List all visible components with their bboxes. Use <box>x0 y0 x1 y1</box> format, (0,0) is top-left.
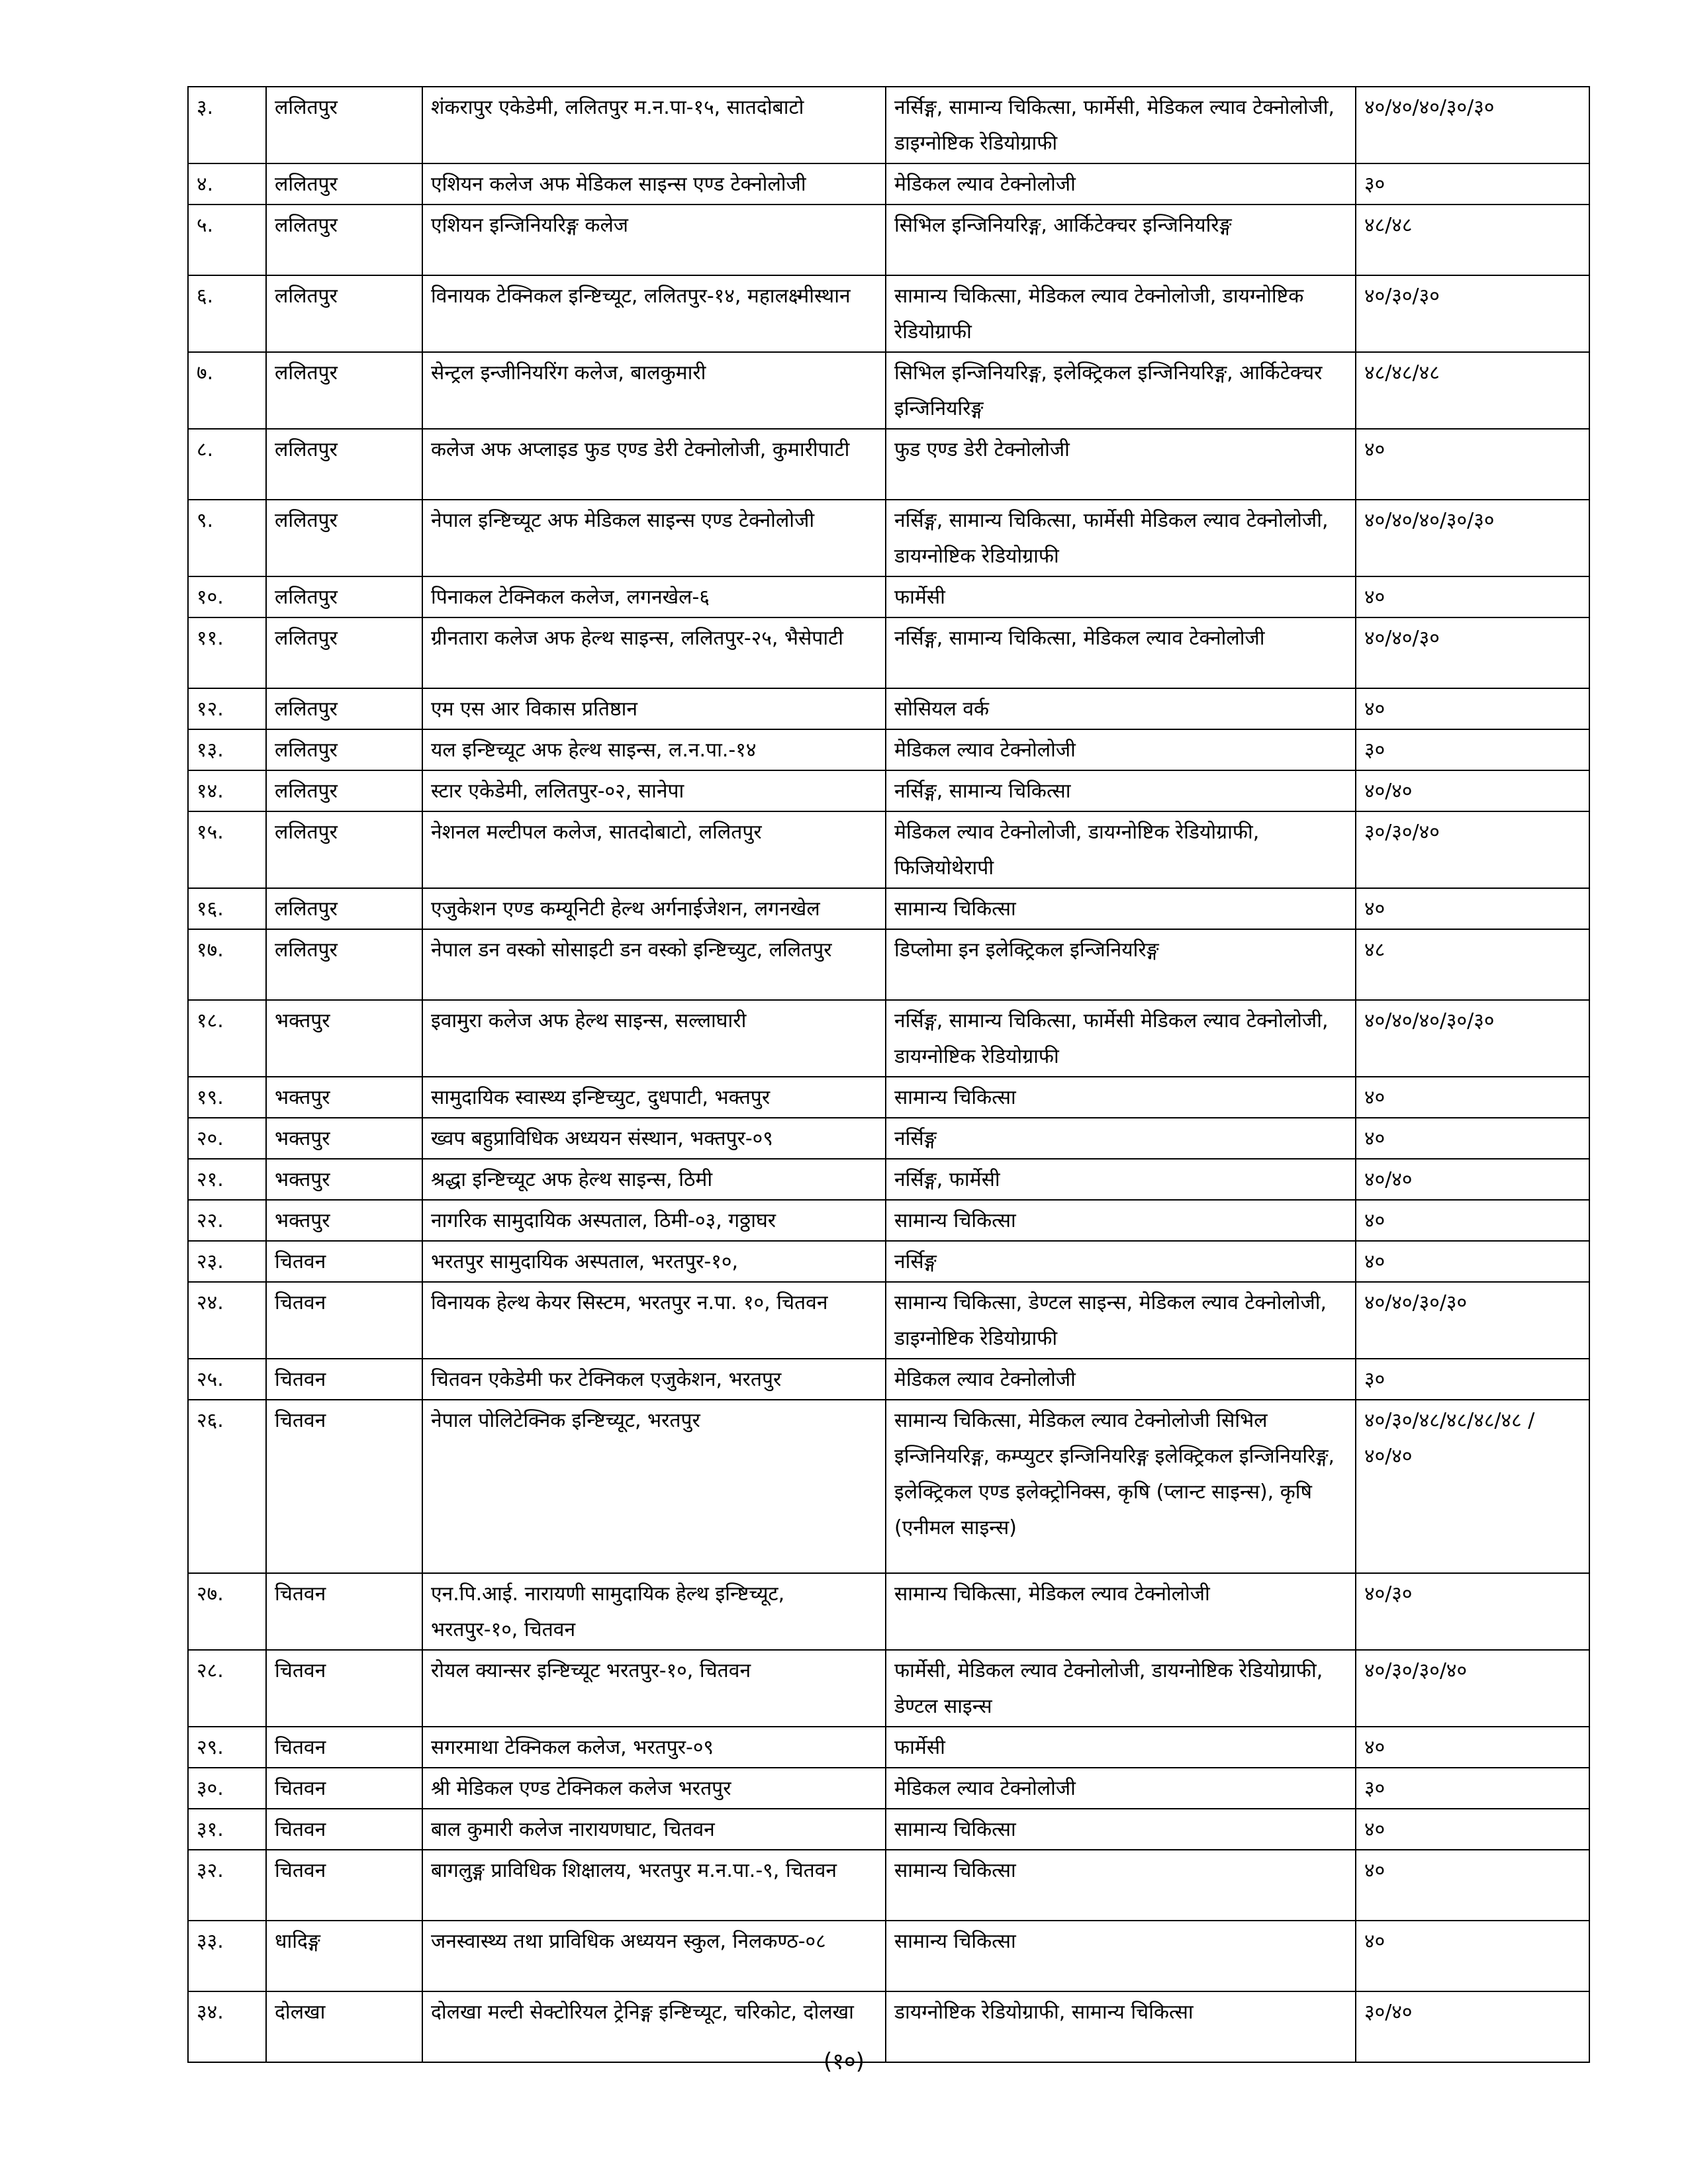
serial-number: १७. <box>188 929 266 1000</box>
programs-cell: मेडिकल ल्याव टेक्नोलोजी <box>886 1768 1356 1809</box>
table-row <box>188 87 1589 163</box>
serial-number: २३. <box>188 1241 266 1282</box>
college-name-cell: ग्रीनतारा कलेज अफ हेल्थ साइन्स, ललितपुर-२५, भैसेपाटी <box>422 617 886 688</box>
serial-number: १९. <box>188 1077 266 1118</box>
district-cell: चितवन <box>266 1809 422 1850</box>
district-cell: ललितपुर <box>266 888 422 929</box>
college-name-cell: दोलखा मल्टी सेक्टोरियल ट्रेनिङ्ग इन्ष्टिच्यूट, चरिकोट, दोलखा <box>422 1991 886 2062</box>
table-row <box>188 1400 1589 1573</box>
table-row <box>188 1809 1589 1850</box>
table-row <box>188 1282 1589 1359</box>
seats-cell: ३० <box>1356 729 1589 770</box>
table-row <box>188 1159 1589 1200</box>
programs-cell: सामान्य चिकित्सा <box>886 888 1356 929</box>
district-cell: भक्तपुर <box>266 1000 422 1077</box>
district-cell: ललितपुर <box>266 688 422 729</box>
seats-cell: ४० <box>1356 688 1589 729</box>
seats-cell: ४०/३०/३०/४० <box>1356 1650 1589 1727</box>
programs-cell: फार्मेसी, मेडिकल ल्याव टेक्नोलोजी, डायग्नोष्टिक रेडियोग्राफी, डेण्टल साइन्स <box>886 1650 1356 1727</box>
serial-number: ६. <box>188 275 266 352</box>
district-cell: ललितपुर <box>266 929 422 1000</box>
college-name-cell: चितवन एकेडेमी फर टेक्निकल एजुकेशन, भरतपुर <box>422 1359 886 1400</box>
programs-cell: नर्सिङ्ग, सामान्य चिकित्सा, फार्मेसी, मेडिकल ल्याव टेक्नोलोजी, डाइग्नोष्टिक रेडियोग्राफी <box>886 87 1356 163</box>
college-name-cell: नेपाल पोलिटेक्निक इन्ष्टिच्यूट, भरतपुर <box>422 1400 886 1573</box>
college-name-cell: सामुदायिक स्वास्थ्य इन्ष्टिच्युट, दुधपाटी, भक्तपुर <box>422 1077 886 1118</box>
programs-cell: सामान्य चिकित्सा <box>886 1921 1356 1991</box>
college-name-cell: बाल कुमारी कलेज नारायणघाट, चितवन <box>422 1809 886 1850</box>
district-cell: चितवन <box>266 1400 422 1573</box>
table-row <box>188 275 1589 352</box>
district-cell: ललितपुर <box>266 429 422 500</box>
college-name-cell: विनायक हेल्थ केयर सिस्टम, भरतपुर न.पा. १०, चितवन <box>422 1282 886 1359</box>
programs-cell: सिभिल इन्जिनियरिङ्ग, इलेक्ट्रिकल इन्जिनियरिङ्ग, आर्किटेक्चर इन्जिनियरिङ्ग <box>886 352 1356 429</box>
college-name-cell: एशियन कलेज अफ मेडिकल साइन्स एण्ड टेक्नोलोजी <box>422 163 886 205</box>
district-cell: ललितपुर <box>266 770 422 811</box>
programs-cell: डिप्लोमा इन इलेक्ट्रिकल इन्जिनियरिङ्ग <box>886 929 1356 1000</box>
seats-cell: ३० <box>1356 1768 1589 1809</box>
seats-cell: ४० <box>1356 1077 1589 1118</box>
seats-cell: ४० <box>1356 1118 1589 1159</box>
table-row <box>188 576 1589 617</box>
college-name-cell: एम एस आर विकास प्रतिष्ठान <box>422 688 886 729</box>
district-cell: ललितपुर <box>266 729 422 770</box>
college-name-cell: जनस्वास्थ्य तथा प्राविधिक अध्ययन स्कुल, निलकण्ठ-०८ <box>422 1921 886 1991</box>
institution-table <box>187 86 1590 2063</box>
table-row <box>188 205 1589 275</box>
seats-cell: ४०/४०/४०/३०/३० <box>1356 87 1589 163</box>
college-name-cell: विनायक टेक्निकल इन्ष्टिच्यूट, ललितपुर-१४, महालक्ष्मीस्थान <box>422 275 886 352</box>
table-row <box>188 1850 1589 1921</box>
table-row <box>188 929 1589 1000</box>
college-name-cell: बागलुङ्ग प्राविधिक शिक्षालय, भरतपुर म.न.पा.-९, चितवन <box>422 1850 886 1921</box>
table-row <box>188 500 1589 576</box>
programs-cell: मेडिकल ल्याव टेक्नोलोजी <box>886 1359 1356 1400</box>
seats-cell: ४० <box>1356 1850 1589 1921</box>
seats-cell: ४०/४०/४०/३०/३० <box>1356 1000 1589 1077</box>
seats-cell: ४०/४० <box>1356 770 1589 811</box>
seats-cell: ४०/४०/३०/३० <box>1356 1282 1589 1359</box>
serial-number: २९. <box>188 1727 266 1768</box>
college-name-cell: इवामुरा कलेज अफ हेल्थ साइन्स, सल्लाघारी <box>422 1000 886 1077</box>
table-row <box>188 1921 1589 1991</box>
serial-number: ८. <box>188 429 266 500</box>
college-name-cell: श्रद्धा इन्ष्टिच्यूट अफ हेल्थ साइन्स, ठिमी <box>422 1159 886 1200</box>
serial-number: २०. <box>188 1118 266 1159</box>
programs-cell: सामान्य चिकित्सा, मेडिकल ल्याव टेक्नोलोजी <box>886 1573 1356 1650</box>
serial-number: २५. <box>188 1359 266 1400</box>
table-row <box>188 1118 1589 1159</box>
college-name-cell: एशियन इन्जिनियरिङ्ग कलेज <box>422 205 886 275</box>
serial-number: ३२. <box>188 1850 266 1921</box>
district-cell: चितवन <box>266 1650 422 1727</box>
table-body <box>188 87 1589 2062</box>
serial-number: ७. <box>188 352 266 429</box>
district-cell: चितवन <box>266 1850 422 1921</box>
table-row <box>188 1727 1589 1768</box>
table-row <box>188 1573 1589 1650</box>
district-cell: धादिङ्ग <box>266 1921 422 1991</box>
table-row <box>188 163 1589 205</box>
programs-cell: सामान्य चिकित्सा <box>886 1077 1356 1118</box>
college-name-cell: एजुकेशन एण्ड कम्यूनिटी हेल्थ अर्गनाईजेशन, लगनखेल <box>422 888 886 929</box>
college-name-cell: यल इन्ष्टिच्यूट अफ हेल्थ साइन्स, ल.न.पा.-१४ <box>422 729 886 770</box>
serial-number: ११. <box>188 617 266 688</box>
programs-cell: नर्सिङ्ग, फार्मेसी <box>886 1159 1356 1200</box>
programs-cell: फार्मेसी <box>886 1727 1356 1768</box>
table-row <box>188 1650 1589 1727</box>
serial-number: ९. <box>188 500 266 576</box>
table-row <box>188 352 1589 429</box>
programs-cell: नर्सिङ्ग <box>886 1118 1356 1159</box>
seats-cell: ४० <box>1356 1727 1589 1768</box>
table-row <box>188 1077 1589 1118</box>
district-cell: ललितपुर <box>266 576 422 617</box>
serial-number: १०. <box>188 576 266 617</box>
college-name-cell: ख्वप बहुप्राविधिक अध्ययन संस्थान, भक्तपुर-०९ <box>422 1118 886 1159</box>
college-name-cell: कलेज अफ अप्लाइड फुड एण्ड डेरी टेक्नोलोजी, कुमारीपाटी <box>422 429 886 500</box>
table-row <box>188 1200 1589 1241</box>
college-name-cell: पिनाकल टेक्निकल कलेज, लगनखेल-६ <box>422 576 886 617</box>
serial-number: १४. <box>188 770 266 811</box>
college-name-cell: नागरिक सामुदायिक अस्पताल, ठिमी-०३, गठ्ठाघर <box>422 1200 886 1241</box>
serial-number: २१. <box>188 1159 266 1200</box>
programs-cell: सामान्य चिकित्सा, मेडिकल ल्याव टेक्नोलोजी, डायग्नोष्टिक रेडियोग्राफी <box>886 275 1356 352</box>
serial-number: ३०. <box>188 1768 266 1809</box>
district-cell: भक्तपुर <box>266 1159 422 1200</box>
seats-cell: ४०/४०/३० <box>1356 617 1589 688</box>
district-cell: चितवन <box>266 1727 422 1768</box>
district-cell: ललितपुर <box>266 205 422 275</box>
table-row <box>188 1000 1589 1077</box>
district-cell: ललितपुर <box>266 275 422 352</box>
serial-number: ३३. <box>188 1921 266 1991</box>
table-row <box>188 688 1589 729</box>
seats-cell: ४८/४८ <box>1356 205 1589 275</box>
seats-cell: ४०/४० <box>1356 1159 1589 1200</box>
seats-cell: ३० <box>1356 163 1589 205</box>
district-cell: भक्तपुर <box>266 1077 422 1118</box>
college-name-cell: सेन्ट्रल इन्जीनियरिंग कलेज, बालकुमारी <box>422 352 886 429</box>
serial-number: २२. <box>188 1200 266 1241</box>
table-row <box>188 429 1589 500</box>
district-cell: भक्तपुर <box>266 1118 422 1159</box>
serial-number: २४. <box>188 1282 266 1359</box>
seats-cell: ४८/४८/४८ <box>1356 352 1589 429</box>
college-name-cell: रोयल क्यान्सर इन्ष्टिच्यूट भरतपुर-१०, चितवन <box>422 1650 886 1727</box>
district-cell: चितवन <box>266 1573 422 1650</box>
seats-cell: ४० <box>1356 1241 1589 1282</box>
seats-cell: ४० <box>1356 1921 1589 1991</box>
serial-number: १५. <box>188 811 266 888</box>
seats-cell: ४० <box>1356 1200 1589 1241</box>
programs-cell: सोसियल वर्क <box>886 688 1356 729</box>
programs-cell: मेडिकल ल्याव टेक्नोलोजी <box>886 163 1356 205</box>
table-row <box>188 729 1589 770</box>
programs-cell: डायग्नोष्टिक रेडियोग्राफी, सामान्य चिकित्सा <box>886 1991 1356 2062</box>
serial-number: १६. <box>188 888 266 929</box>
table-row <box>188 617 1589 688</box>
table-row <box>188 888 1589 929</box>
seats-cell: ३० <box>1356 1359 1589 1400</box>
programs-cell: सामान्य चिकित्सा, डेण्टल साइन्स, मेडिकल ल्याव टेक्नोलोजी, डाइग्नोष्टिक रेडियोग्राफी <box>886 1282 1356 1359</box>
serial-number: ५. <box>188 205 266 275</box>
college-name-cell: शंकरापुर एकेडेमी, ललितपुर म.न.पा-१५, सातदोबाटो <box>422 87 886 163</box>
serial-number: ३. <box>188 87 266 163</box>
programs-cell: नर्सिङ्ग, सामान्य चिकित्सा, फार्मेसी मेडिकल ल्याव टेक्नोलोजी, डायग्नोष्टिक रेडियोग्राफी <box>886 1000 1356 1077</box>
college-name-cell: भरतपुर सामुदायिक अस्पताल, भरतपुर-१०, <box>422 1241 886 1282</box>
programs-cell: सामान्य चिकित्सा, मेडिकल ल्याव टेक्नोलोजी सिभिल इन्जिनियरिङ्ग, कम्प्युटर इन्जिनियरिङ्ग इलेक्ट्रिकल इन्जिनियरिङ्ग, इलेक्ट्रिकल एण्ड इलेक्ट्रोनिक्स, कृषि (प्लान्ट साइन्स), कृषि (एनीमल साइन्स) <box>886 1400 1356 1573</box>
seats-cell: ४० <box>1356 576 1589 617</box>
seats-cell: ४०/३० <box>1356 1573 1589 1650</box>
district-cell: ललितपुर <box>266 87 422 163</box>
seats-cell: ४० <box>1356 429 1589 500</box>
programs-cell: नर्सिङ्ग <box>886 1241 1356 1282</box>
programs-cell: सामान्य चिकित्सा <box>886 1850 1356 1921</box>
district-cell: चितवन <box>266 1359 422 1400</box>
programs-cell: सामान्य चिकित्सा <box>886 1809 1356 1850</box>
serial-number: १८. <box>188 1000 266 1077</box>
serial-number: १३. <box>188 729 266 770</box>
table-row <box>188 1359 1589 1400</box>
district-cell: ललितपुर <box>266 811 422 888</box>
seats-cell: ४० <box>1356 888 1589 929</box>
table-row <box>188 1241 1589 1282</box>
programs-cell: नर्सिङ्ग, सामान्य चिकित्सा, फार्मेसी मेडिकल ल्याव टेक्नोलोजी, डायग्नोष्टिक रेडियोग्राफी <box>886 500 1356 576</box>
programs-cell: मेडिकल ल्याव टेक्नोलोजी, डायग्नोष्टिक रेडियोग्राफी, फिजियोथेरापी <box>886 811 1356 888</box>
table-row <box>188 1768 1589 1809</box>
serial-number: २८. <box>188 1650 266 1727</box>
district-cell: दोलखा <box>266 1991 422 2062</box>
programs-cell: फुड एण्ड डेरी टेक्नोलोजी <box>886 429 1356 500</box>
seats-cell: ४० <box>1356 1809 1589 1850</box>
college-name-cell: एन.पि.आई. नारायणी सामुदायिक हेल्थ इन्ष्टिच्यूट, भरतपुर-१०, चितवन <box>422 1573 886 1650</box>
seats-cell: ३०/३०/४० <box>1356 811 1589 888</box>
district-cell: चितवन <box>266 1241 422 1282</box>
programs-cell: नर्सिङ्ग, सामान्य चिकित्सा, मेडिकल ल्याव टेक्नोलोजी <box>886 617 1356 688</box>
serial-number: १२. <box>188 688 266 729</box>
page-number: (१०) <box>823 2048 865 2075</box>
serial-number: ४. <box>188 163 266 205</box>
programs-cell: मेडिकल ल्याव टेक्नोलोजी <box>886 729 1356 770</box>
college-name-cell: श्री मेडिकल एण्ड टेक्निकल कलेज भरतपुर <box>422 1768 886 1809</box>
seats-cell: ४०/३०/३० <box>1356 275 1589 352</box>
college-name-cell: स्टार एकेडेमी, ललितपुर-०२, सानेपा <box>422 770 886 811</box>
programs-cell: सिभिल इन्जिनियरिङ्ग, आर्किटेक्चर इन्जिनियरिङ्ग <box>886 205 1356 275</box>
district-cell: चितवन <box>266 1768 422 1809</box>
serial-number: ३४. <box>188 1991 266 2062</box>
seats-cell: ३०/४० <box>1356 1991 1589 2062</box>
seats-cell: ४८ <box>1356 929 1589 1000</box>
college-name-cell: नेपाल इन्ष्टिच्यूट अफ मेडिकल साइन्स एण्ड टेक्नोलोजी <box>422 500 886 576</box>
programs-cell: नर्सिङ्ग, सामान्य चिकित्सा <box>886 770 1356 811</box>
district-cell: ललितपुर <box>266 352 422 429</box>
seats-cell: ४०/४०/४०/३०/३० <box>1356 500 1589 576</box>
district-cell: ललितपुर <box>266 617 422 688</box>
college-name-cell: नेशनल मल्टीपल कलेज, सातदोबाटो, ललितपुर <box>422 811 886 888</box>
serial-number: ३१. <box>188 1809 266 1850</box>
college-name-cell: नेपाल डन वस्को सोसाइटी डन वस्को इन्ष्टिच्युट, ललितपुर <box>422 929 886 1000</box>
district-cell: ललितपुर <box>266 163 422 205</box>
seats-cell: ४०/३०/४८/४८/४८/४८ /४०/४० <box>1356 1400 1589 1573</box>
programs-cell: फार्मेसी <box>886 576 1356 617</box>
table-row <box>188 770 1589 811</box>
serial-number: २७. <box>188 1573 266 1650</box>
district-cell: ललितपुर <box>266 500 422 576</box>
serial-number: २६. <box>188 1400 266 1573</box>
programs-cell: सामान्य चिकित्सा <box>886 1200 1356 1241</box>
district-cell: भक्तपुर <box>266 1200 422 1241</box>
table-row <box>188 811 1589 888</box>
district-cell: चितवन <box>266 1282 422 1359</box>
college-name-cell: सगरमाथा टेक्निकल कलेज, भरतपुर-०९ <box>422 1727 886 1768</box>
